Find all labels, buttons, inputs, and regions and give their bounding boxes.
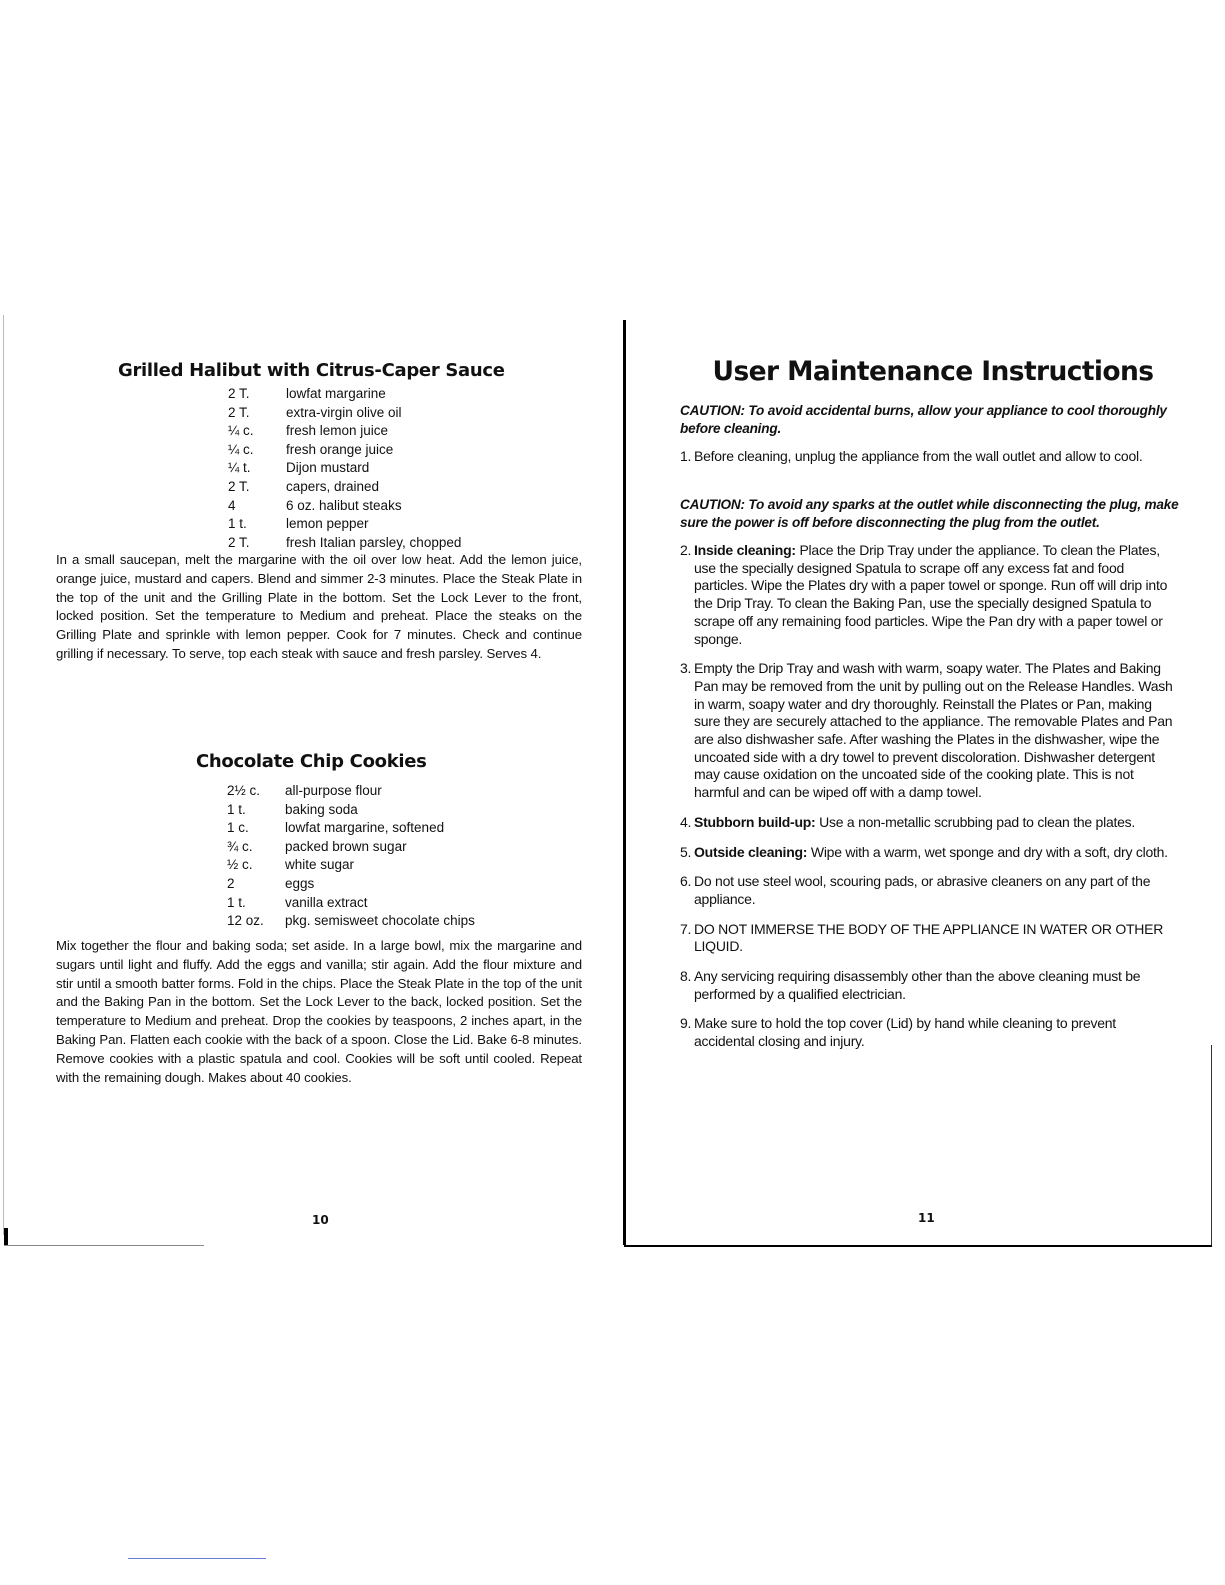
ingredient-row (228, 441, 461, 460)
ingredient-qty: 1 c. (227, 820, 249, 836)
ingredient-qty: 1 t. (227, 894, 246, 910)
ingredient-qty: 12 oz. (227, 913, 264, 929)
ingredient-name: eggs (285, 875, 315, 891)
maintenance-title: User Maintenance Instructions (712, 356, 1154, 387)
ingredient-row (228, 385, 461, 404)
caution-sparks: CAUTION: To avoid any sparks at the outlet while disconnecting the plug, make sure the power is off before disconnecting the plug from the outlet. (680, 497, 1179, 530)
left-bottom-line (4, 1245, 204, 1246)
instructions-list-a (680, 448, 1180, 466)
ingredient-qty: ¾ c. (227, 838, 253, 854)
instruction-text (694, 921, 1180, 956)
instruction-body: Use a non-metallic scrubbing pad to clean the plates. (819, 813, 1136, 830)
recipe-title-cookies: Chocolate Chip Cookies (196, 751, 427, 772)
instruction-text (694, 814, 1180, 832)
ingredient-name: Dijon mustard (286, 460, 370, 476)
ingredient-row (228, 497, 461, 516)
ingredient-name: 6 oz. halibut steaks (286, 497, 402, 513)
instruction-text (694, 660, 1180, 802)
instruction-item (680, 968, 1180, 1003)
ingredient-qty: 2 T. (228, 386, 250, 401)
ingredient-row (227, 782, 475, 801)
ingredient-qty: ½ c. (227, 857, 253, 873)
center-spine-line (623, 320, 626, 1245)
instruction-number: 6. (680, 873, 692, 890)
instruction-text (694, 448, 1180, 466)
ingredient-row (227, 838, 475, 857)
ingredient-qty: 2½ c. (227, 783, 261, 798)
left-corner-mark (4, 1228, 8, 1246)
ingredient-qty: 4 (228, 497, 236, 513)
ingredient-qty: ¼ c. (228, 423, 254, 439)
instruction-text (694, 542, 1180, 648)
directions-halibut: In a small saucepan, melt the margarine with the oil over low heat. Add the lemon juice, orange juice, mustard and capers. Blend and simmer 2-3 minutes. Place the Steak Plate in the top of the unit and the Grilling Plate in the bottom. Set the Lock Lever to the front, locked position. Set the temperature to Medium and preheat. Place the steaks on the Grilling Plate and sprinkle with lemon pepper. Cook for 7 minutes. Check and continue grilling if necessary. To serve, top each steak with sauce and fresh parsley. Serves 4. (56, 552, 582, 661)
ingredient-row (228, 459, 461, 478)
ingredient-qty: 2 T. (228, 534, 250, 550)
ingredient-name: extra-virgin olive oil (286, 404, 402, 420)
instruction-body: Empty the Drip Tray and wash with warm, soapy water. The Plates and Baking Pan may be removed from the unit by pulling out on the Release Handles. Wash in warm, soapy water and dry thoroughly. Reinstall the Plates or Pan, making sure they are securely attached to the appliance. The removable Plates and Pan are also dishwasher safe. After washing the Plates in the dishwasher, wipe the uncoated side with a dry towel to prevent discoloration. Dishwasher detergent may cause oxidation on the uncoated side of the cooking plate. This is not harmful and can be wiped off with a damp towel. (694, 660, 1173, 801)
ingredient-name: fresh orange juice (286, 441, 394, 457)
ingredient-qty: 1 t. (227, 801, 246, 817)
instruction-text (694, 873, 1180, 908)
instruction-number: 1. (680, 448, 692, 464)
instruction-item (680, 814, 1180, 832)
recipe-title-halibut: Grilled Halibut with Citrus-Caper Sauce (118, 360, 505, 381)
ingredient-name: white sugar (285, 857, 355, 873)
left-edge-line (3, 315, 4, 1235)
instruction-lead: Stubborn build-up: (694, 813, 816, 830)
ingredient-qty: ¼ t. (228, 460, 251, 476)
instruction-lead: Outside cleaning: (694, 843, 808, 860)
instruction-item (680, 873, 1180, 908)
instruction-item (680, 660, 1180, 802)
ingredient-row (228, 534, 461, 553)
directions-cookies: Mix together the flour and baking soda; set aside. In a large bowl, mix the margarine and sugars until light and fluffy. Add the eggs and vanilla; stir again. Add the flour mixture and stir until a smooth batter forms. Fold in the chips. Place the Steak Plate in the top of the unit and the Baking Pan in the bottom. Set the Lock Lever to the back, locked position. Set the temperature to Medium and preheat. Drop the cookies by teaspoons, 2 inches apart, in the Baking Pan. Flatten each cookie with the back of a spoon. Close the Lid. Bake 6-8 minutes. Remove cookies with a plastic spatula and cool. Cookies will be soft until cooled. Repeat with the remaining dough. Makes about 40 cookies. (56, 938, 582, 1085)
instruction-text (694, 968, 1180, 1003)
caution-burns: CAUTION: To avoid accidental burns, allow your appliance to cool thoroughly before cleaning. (680, 403, 1167, 436)
instruction-body: Place the Drip Tray under the appliance. To clean the Plates, use the specially designed Spatula to scrape off any excess fat and food particles. Wipe the Plates dry with a paper towel or sponge. Run off will drip into the Drip Tray. To clean the Baking Pan, use the specially designed Spatula to scrape off any remaining food particles. Wipe the Pan dry with a paper towel or sponge. (694, 542, 1168, 647)
ingredient-row (227, 856, 475, 875)
ingredient-name: lowfat margarine, softened (285, 820, 445, 836)
instructions-list-b (680, 542, 1180, 1051)
instruction-text (694, 1015, 1180, 1050)
ingredient-row (227, 894, 475, 913)
instruction-number: 5. (680, 843, 692, 860)
ingredient-row (227, 875, 475, 894)
instruction-number: 9. (680, 1015, 692, 1032)
ingredient-row (227, 801, 475, 820)
ingredient-row (227, 912, 475, 931)
instruction-body: Do not use steel wool, scouring pads, or abrasive cleaners on any part of the appliance. (694, 873, 1151, 907)
instruction-item (680, 542, 1180, 648)
instruction-body: Wipe with a warm, wet sponge and dry with a soft, dry cloth. (810, 843, 1168, 860)
instruction-item (680, 921, 1180, 956)
ingredients-halibut (228, 385, 461, 552)
instruction-body: Make sure to hold the top cover (Lid) by hand while cleaning to prevent accidental closing and injury. (694, 1015, 1116, 1050)
ingredient-qty: 1 t. (228, 516, 247, 532)
ingredient-name: baking soda (285, 801, 358, 817)
ingredient-name: lowfat margarine (286, 386, 386, 401)
ingredient-row (228, 478, 461, 497)
instruction-item (680, 448, 1180, 466)
instruction-number: 8. (680, 968, 692, 985)
ingredient-qty: 2 T. (228, 404, 250, 420)
ingredient-row (228, 422, 461, 441)
instruction-item (680, 844, 1180, 862)
ingredient-row (228, 404, 461, 423)
page-number-left: 10 (312, 1213, 329, 1227)
ingredient-qty: 2 T. (228, 478, 250, 494)
ingredient-name: all-purpose flour (285, 783, 382, 798)
ingredient-name: capers, drained (286, 478, 380, 494)
ingredient-row (228, 515, 461, 534)
ingredient-name: lemon pepper (286, 516, 369, 532)
instruction-item (680, 1015, 1180, 1050)
ingredient-name: vanilla extract (285, 894, 368, 910)
right-bottom-line (624, 1245, 1212, 1247)
instruction-number: 7. (680, 920, 692, 937)
right-edge-line (1211, 1045, 1212, 1245)
instruction-number: 4. (680, 813, 692, 830)
ingredient-name: pkg. semisweet chocolate chips (285, 913, 475, 929)
instruction-body: DO NOT IMMERSE THE BODY OF THE APPLIANCE IN WATER OR OTHER LIQUID. (694, 920, 1164, 955)
bottom-blue-line (128, 1558, 266, 1559)
ingredient-name: fresh Italian parsley, chopped (286, 534, 462, 550)
instruction-lead: Inside cleaning: (694, 542, 796, 558)
ingredient-row (227, 819, 475, 838)
ingredient-qty: ¼ c. (228, 441, 254, 457)
instruction-body: Before cleaning, unplug the appliance from the wall outlet and allow to cool. (694, 448, 1143, 464)
ingredient-qty: 2 (227, 875, 235, 891)
ingredient-name: packed brown sugar (285, 838, 407, 854)
instruction-body: Any servicing requiring disassembly other than the above cleaning must be performed by a qualified electrician. (694, 968, 1141, 1002)
ingredients-cookies (227, 782, 475, 931)
ingredient-name: fresh lemon juice (286, 423, 389, 439)
instruction-number: 3. (680, 660, 692, 677)
instruction-text (694, 844, 1180, 862)
page-number-right: 11 (918, 1211, 935, 1225)
instruction-number: 2. (680, 542, 692, 558)
